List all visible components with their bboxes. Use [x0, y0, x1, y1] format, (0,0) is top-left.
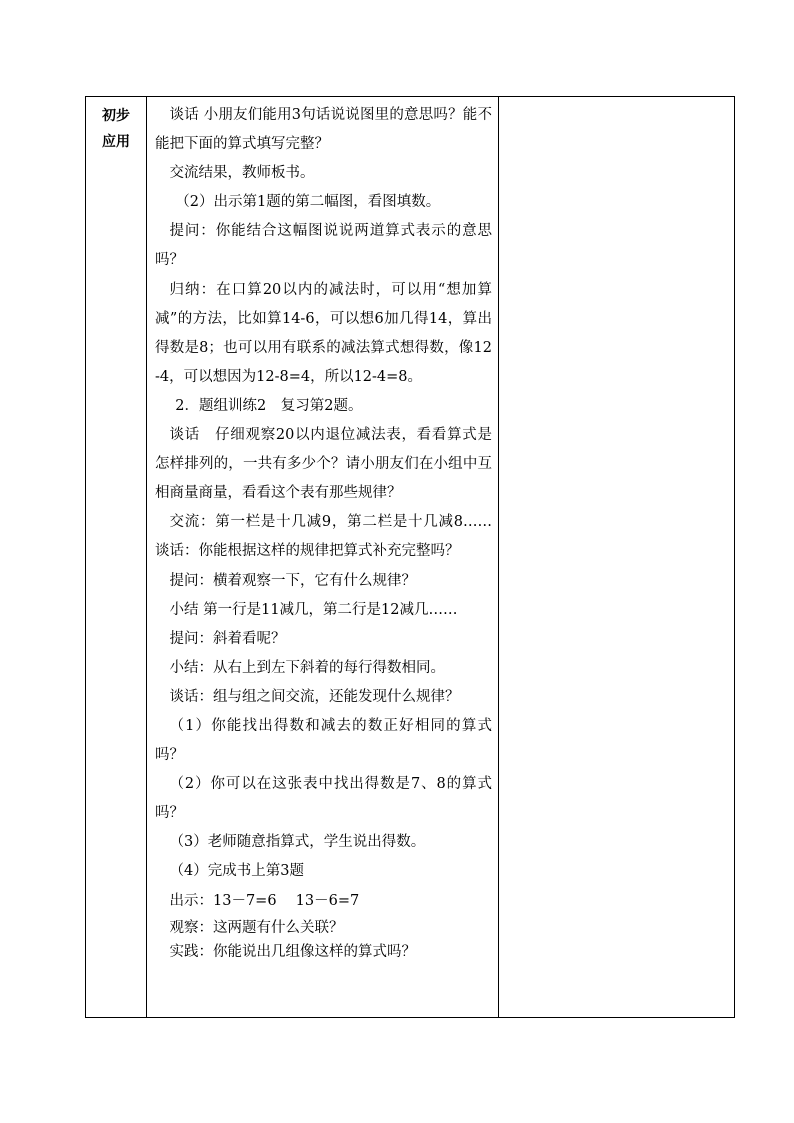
- paragraph-show-second-picture: （2）出示第1题的第二幅图，看图填数。: [175, 194, 441, 211]
- paragraph-talk-observe-table: 谈话 仔细观察20以内退位减法表，看看算式是怎样排列的，一共有多少个？请小朋友们在小组中互相商量商量，看看这个表有那些规律？: [155, 427, 492, 502]
- paragraph-question-diagonal: 提问：斜着看呢？: [169, 630, 286, 647]
- paragraph-drill-2: 2．题组训练2 复习第2题。: [175, 397, 363, 414]
- paragraph-observe-relation: 观察：这两题有什么关联？: [169, 919, 344, 936]
- paragraph-talk-groups: 谈话：组与组之间交流，还能发现什么规律？: [169, 688, 460, 705]
- table-row: [86, 97, 735, 1018]
- paragraph-task-1: （1）你能找出得数和减去的数正好相同的算式吗？: [155, 717, 492, 764]
- stage-label-cell: [86, 97, 147, 1018]
- paragraph-question-meaning: 提问：你能结合这幅图说说两道算式表示的意思吗？: [155, 223, 492, 269]
- lesson-plan-table: [85, 96, 735, 1018]
- paragraph-practice: 实践：你能说出几组像这样的算式吗？: [169, 943, 416, 960]
- paragraph-talk-intro: 谈话 小朋友们能用3句话说说图里的意思吗？能不能把下面的算式填写完整？: [155, 107, 492, 153]
- paragraph-show-equations: 出示：13－7=6 13－6=7: [169, 892, 360, 909]
- stage-label: [86, 97, 146, 155]
- paragraph-task-3: （3）老师随意指算式，学生说出得数。: [169, 834, 426, 851]
- lesson-content: [147, 97, 498, 964]
- lesson-content-cell: [147, 97, 499, 1018]
- paragraph-question-horizontal: 提问：横着观察一下，它有什么规律？: [169, 572, 416, 589]
- paragraph-exchange-results: 交流结果，教师板书。: [169, 165, 315, 182]
- paragraph-task-4: （4）完成书上第3题: [169, 863, 304, 880]
- notes-cell: [499, 97, 735, 1018]
- stage-label-line2: 应用: [102, 134, 130, 150]
- paragraph-task-2: （2）你可以在这张表中找出得数是7、8的算式吗？: [155, 776, 492, 822]
- paragraph-summary-diagonal: 小结：从右上到左下斜着的每行得数相同。: [169, 659, 445, 676]
- paragraph-summary-rows: 小结 第一行是11减几，第二行是12减几……: [169, 601, 458, 618]
- paragraph-summary-method: 归纳：在口算20以内的减法时，可以用“想加算减”的方法，比如算14-6，可以想6加几得14，算出得数是8；也可以用有联系的减法算式想得数，像12-4，可以想因为12-8=4，所以12-4=8。: [155, 281, 492, 385]
- paragraph-exchange-columns: 交流：第一栏是十几减9，第二栏是十几减8……谈话：你能根据这样的规律把算式补充完整吗？: [155, 514, 492, 560]
- stage-label-line1: 初步: [102, 108, 130, 124]
